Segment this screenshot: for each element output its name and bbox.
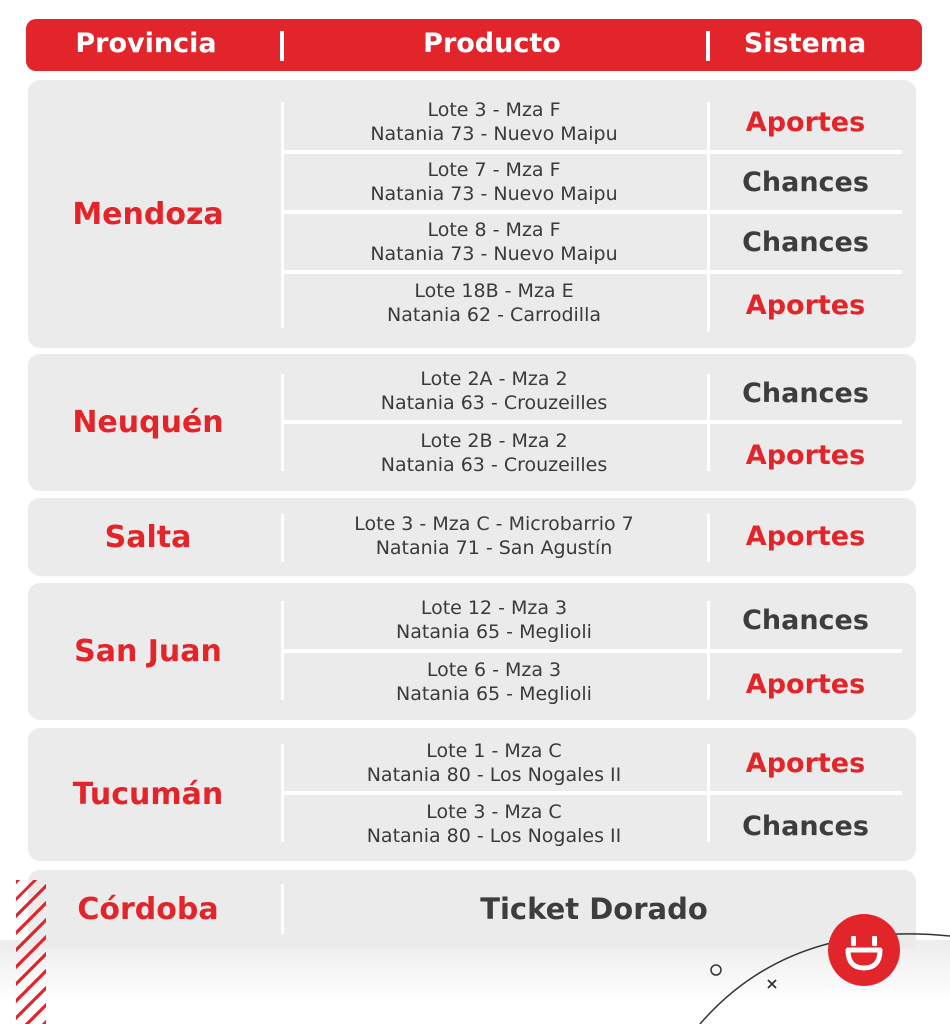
- product-cell: [284, 274, 704, 332]
- province-block-tucuman: [28, 728, 916, 861]
- product-cell: [284, 653, 704, 711]
- province-block-sanjuan: [28, 583, 916, 720]
- product-lot: Lote 18B - Mza E: [414, 280, 574, 302]
- product-project: Natania 63 - Crouzeilles: [380, 454, 608, 476]
- province-block-salta: [28, 498, 916, 576]
- product-lot: Lote 2B - Mza 2: [420, 430, 568, 452]
- system-value: Chances: [742, 810, 869, 842]
- product-cell: [284, 94, 704, 150]
- province-name: Tucumán: [72, 777, 224, 812]
- product-lot: Lote 7 - Mza F: [427, 159, 561, 181]
- product-cell: [284, 154, 704, 210]
- decorative-stripes: [16, 880, 46, 1024]
- product-project: Natania 71 - San Agustín: [375, 537, 613, 559]
- header-sistema: Sistema: [743, 28, 867, 59]
- province-name: Mendoza: [72, 196, 224, 232]
- product-cell: [284, 424, 704, 482]
- product-lot: Lote 12 - Mza 3: [420, 597, 568, 619]
- product-project: Natania 65 - Meglioli: [396, 683, 592, 705]
- product-cell: [284, 508, 704, 564]
- header-producto: Producto: [423, 28, 561, 59]
- system-value: Aportes: [745, 668, 866, 700]
- province-name: Córdoba: [77, 891, 219, 927]
- product-cell: [284, 795, 704, 853]
- product-lot: Lote 3 - Mza C - Microbarrio 7: [354, 513, 634, 535]
- product-project: Natania 73 - Nuevo Maipu: [370, 243, 618, 265]
- system-value: Aportes: [745, 289, 866, 321]
- system-value: Chances: [742, 166, 869, 198]
- system-value: Aportes: [745, 747, 866, 779]
- system-value: Aportes: [745, 106, 866, 138]
- smiley-face-icon: [826, 912, 902, 988]
- product-lot: Lote 8 - Mza F: [427, 219, 561, 241]
- product-project: Natania 62 - Carrodilla: [386, 304, 601, 326]
- product-cell: [284, 362, 704, 420]
- system-value: Aportes: [745, 520, 866, 552]
- product-project: Natania 65 - Meglioli: [396, 621, 592, 643]
- product-cell: [284, 214, 704, 270]
- product-project: Natania 63 - Crouzeilles: [380, 392, 608, 414]
- product-project: Natania 80 - Los Nogales II: [366, 825, 622, 847]
- product-lot: Lote 3 - Mza F: [427, 99, 561, 121]
- product-cell: [284, 734, 704, 792]
- system-value: Aportes: [745, 439, 866, 471]
- product-project: Natania 73 - Nuevo Maipu: [370, 183, 618, 205]
- product-project: Natania 73 - Nuevo Maipu: [370, 123, 618, 145]
- product-ticket-dorado: Ticket Dorado: [480, 892, 708, 926]
- province-name: Salta: [104, 519, 192, 555]
- product-project: Natania 80 - Los Nogales II: [366, 764, 622, 786]
- system-value: Chances: [742, 604, 869, 636]
- product-lot: Lote 1 - Mza C: [426, 740, 562, 762]
- province-name: San Juan: [74, 634, 222, 669]
- product-lot: Lote 2A - Mza 2: [420, 368, 568, 390]
- system-value: Chances: [742, 377, 869, 409]
- province-block-neuquen: [28, 354, 916, 491]
- product-cell: [284, 591, 704, 649]
- product-lot: Lote 3 - Mza C: [426, 801, 562, 823]
- province-block-mendoza: [28, 80, 916, 348]
- header-provincia: Provincia: [75, 28, 217, 59]
- province-name: Neuquén: [72, 405, 224, 440]
- table-header: [26, 19, 922, 71]
- system-value: Chances: [742, 226, 869, 258]
- product-lot: Lote 6 - Mza 3: [426, 659, 562, 681]
- decorative-lines: [680, 900, 950, 1024]
